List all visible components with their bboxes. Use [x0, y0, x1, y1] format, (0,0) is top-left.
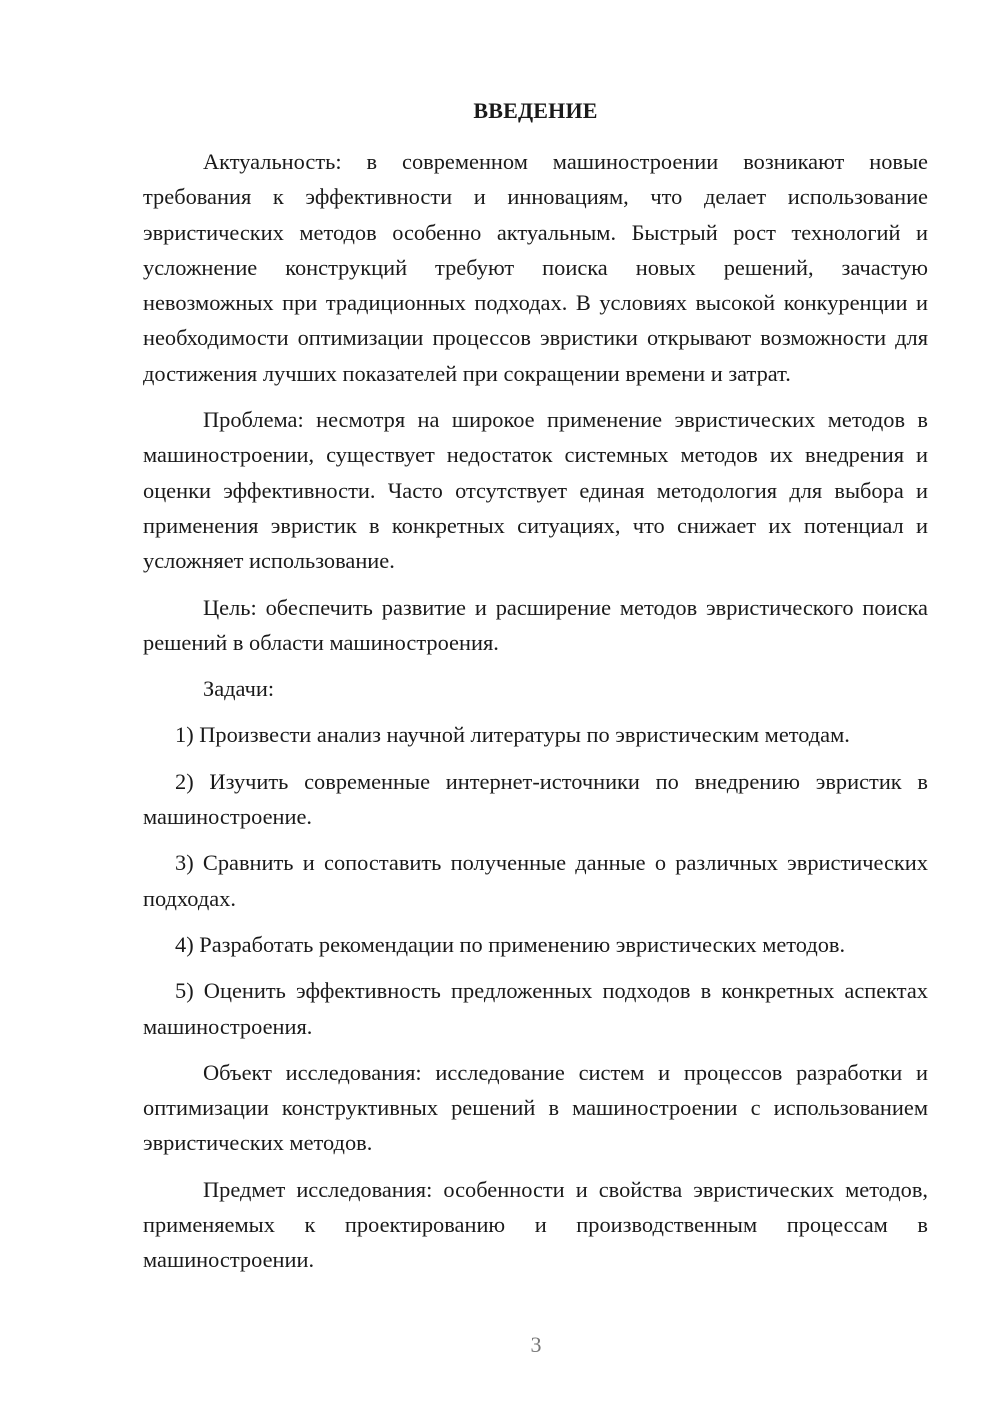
problem-paragraph: Проблема: несмотря на широкое применение эвристических методов в машиностроении, существует недостаток системных методов их внедрения и оценки эффективности. Часто отсутствует единая методология для выбора и применения эвристик в конкретных ситуациях, что снижает их потенциал и усложняет использование.	[143, 407, 928, 574]
research-object-paragraph: Объект исследования: исследование систем и процессов разработки и оптимизации конструктивных решений в машиностроении с использованием эвристических методов.	[143, 1059, 928, 1156]
goal-paragraph: Цель: обеспечить развитие и расширение методов эвристического поиска решений в области машиностроения.	[143, 594, 928, 655]
research-subject-paragraph: Предмет исследования: особенности и свойства эвристических методов, применяемых к проектированию и производственным процессам в машиностроении.	[143, 1176, 928, 1273]
task-item-3: 3) Сравнить и сопоставить полученные данные о различных эвристических подходах.	[143, 850, 928, 911]
tasks-heading: Задачи:	[203, 676, 275, 702]
page-number: 3	[530, 1332, 542, 1357]
document-page	[143, 96, 928, 1289]
task-item-2: 2) Изучить современные интернет-источники по внедрению эвристик в машиностроение.	[143, 768, 928, 830]
relevance-paragraph: Актуальность: в современном машиностроении возникают новые требования к эффективности и инновациям, что делает использование эвристических методов особенно актуальным. Быстрый рост технологий и усложнение конструкций требуют поиска новых решений, зачастую невозможных при традиционных подходах. В условиях высокой конкуренции и необходимости оптимизации процессов эвристики открывают возможности для достижения лучших показателей при сокращении времени и затрат.	[143, 149, 928, 386]
document-title: ВВЕДЕНИЕ	[473, 98, 598, 123]
task-item-4: 4) Разработать рекомендации по применению эвристических методов.	[175, 931, 846, 957]
task-item-5: 5) Оценить эффективность предложенных подходов в конкретных аспектах машиностроения.	[143, 978, 928, 1039]
task-item-1: 1) Произвести анализ научной литературы по эвристическим методам.	[175, 722, 850, 748]
